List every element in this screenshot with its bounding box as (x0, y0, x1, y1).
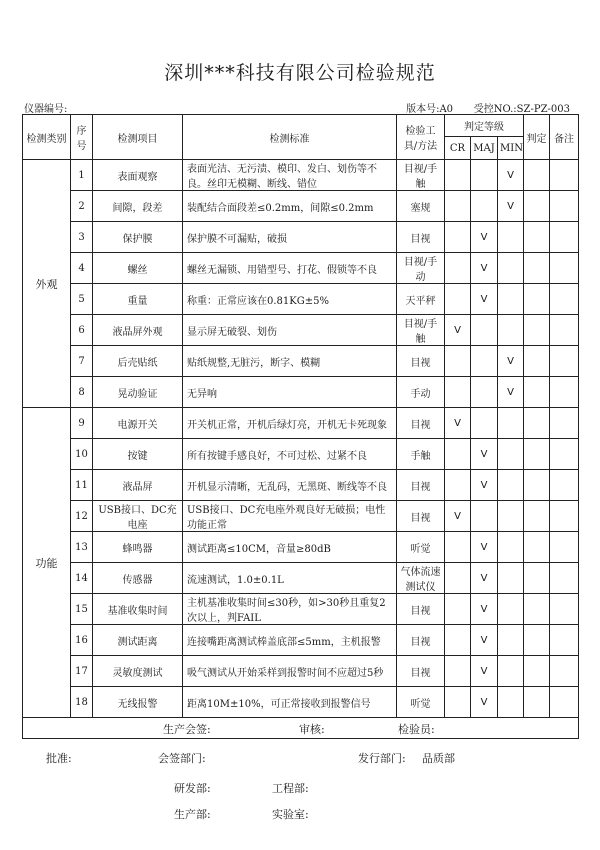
header-maj: MAJ (471, 137, 498, 160)
grade-min (498, 439, 524, 470)
inspection-standard: 无异响 (183, 377, 397, 408)
issue-dept-label: 发行部门: (358, 752, 406, 765)
judgement-cell (524, 408, 550, 439)
grade-min (498, 563, 524, 594)
table-row (23, 284, 579, 315)
judgement-cell (524, 284, 550, 315)
inspection-tool: 目视 (397, 470, 445, 501)
row-number: 11 (71, 470, 93, 501)
grade-cr (445, 687, 471, 718)
grade-cr (445, 160, 471, 191)
inspection-standard: 表面光洁、无污渍、模印、发白、划伤等不良。丝印无模糊、断线、错位 (183, 160, 397, 191)
table-row (23, 191, 579, 222)
inspection-tool: 目视 (397, 656, 445, 687)
grade-cr (445, 532, 471, 563)
grade-cr (445, 594, 471, 625)
header-item: 检测项目 (93, 115, 183, 160)
header-category: 检测类别 (23, 115, 71, 160)
judgement-cell (524, 687, 550, 718)
row-number: 2 (71, 191, 93, 222)
grade-min (498, 253, 524, 284)
remark-cell (550, 408, 579, 439)
grade-maj: V (471, 439, 498, 470)
grade-cr: V (445, 408, 471, 439)
inspection-spec-table (22, 114, 579, 739)
remark-cell (550, 160, 579, 191)
header-remark: 备注 (550, 115, 579, 160)
header-standard: 检测标准 (183, 115, 397, 160)
row-number: 18 (71, 687, 93, 718)
row-number: 13 (71, 532, 93, 563)
table-row (23, 563, 579, 594)
table-body (23, 160, 579, 718)
signature-row (23, 718, 579, 739)
table-row (23, 222, 579, 253)
table-row (23, 470, 579, 501)
grade-maj: V (471, 594, 498, 625)
engineering-dept-label: 工程部: (272, 782, 309, 795)
remark-cell (550, 594, 579, 625)
inspection-standard: 测试距离≤10CM，音量≥80dB (183, 532, 397, 563)
remark-cell (550, 625, 579, 656)
table-row (23, 377, 579, 408)
inspection-item: 测试距离 (93, 625, 183, 656)
row-number: 1 (71, 160, 93, 191)
row-number: 3 (71, 222, 93, 253)
inspection-standard: 显示屏无破裂、划伤 (183, 315, 397, 346)
remark-cell (550, 253, 579, 284)
inspection-item: 重量 (93, 284, 183, 315)
grade-min: V (498, 191, 524, 222)
header-tool: 检验工具/方法 (397, 115, 445, 160)
inspection-item: 无线报警 (93, 687, 183, 718)
remark-cell (550, 377, 579, 408)
row-number: 14 (71, 563, 93, 594)
category-function: 功能 (23, 408, 71, 718)
grade-maj: V (471, 563, 498, 594)
inspection-tool: 气体流速测试仪 (397, 563, 445, 594)
row-number: 8 (71, 377, 93, 408)
inspection-item: 传感器 (93, 563, 183, 594)
grade-maj: V (471, 470, 498, 501)
inspection-standard: 装配结合面段差≤0.2mm，间隙≤0.2mm (183, 191, 397, 222)
grade-min: V (498, 160, 524, 191)
inspection-tool: 听觉 (397, 687, 445, 718)
grade-min (498, 687, 524, 718)
approve-label: 批准: (46, 752, 72, 765)
table-row (23, 501, 579, 532)
grade-min (498, 315, 524, 346)
remark-cell (550, 470, 579, 501)
control-number: 受控NO.:SZ-PZ-003 (473, 104, 570, 115)
inspection-standard: 螺丝无漏锁、用错型号、打花、假锁等不良 (183, 253, 397, 284)
table-row (23, 160, 579, 191)
inspection-tool: 手动 (397, 377, 445, 408)
version-label: 版本号:A0 (406, 104, 454, 115)
judgement-cell (524, 563, 550, 594)
table-row (23, 439, 579, 470)
inspection-tool: 目视/手触 (397, 160, 445, 191)
table-row (23, 656, 579, 687)
remark-cell (550, 222, 579, 253)
inspection-item: 灵敏度测试 (93, 656, 183, 687)
grade-min (498, 222, 524, 253)
inspection-standard: 吸气测试从开始采样到报警时间不应超过5秒 (183, 656, 397, 687)
inspection-item: 间隙，段差 (93, 191, 183, 222)
row-number: 6 (71, 315, 93, 346)
row-number: 7 (71, 346, 93, 377)
grade-cr (445, 656, 471, 687)
row-number: 16 (71, 625, 93, 656)
inspection-standard: 开关机正常，开机后绿灯亮，开机无卡死现象 (183, 408, 397, 439)
inspection-standard: 开机显示清晰，无乱码，无黑斑、断线等不良 (183, 470, 397, 501)
grade-maj: V (471, 656, 498, 687)
inspection-item: 按键 (93, 439, 183, 470)
header-judge: 判定 (524, 115, 550, 160)
row-number: 12 (71, 501, 93, 532)
judgement-cell (524, 594, 550, 625)
remark-cell (550, 687, 579, 718)
category-appearance: 外观 (23, 160, 71, 408)
inspector-label: 检验员: (398, 723, 435, 736)
inspection-standard: 流速测试，1.0±0.1L (183, 563, 397, 594)
remark-cell (550, 656, 579, 687)
grade-maj: V (471, 687, 498, 718)
inspection-item: 后壳贴纸 (93, 346, 183, 377)
grade-maj (471, 501, 498, 532)
grade-maj: V (471, 532, 498, 563)
grade-min (498, 594, 524, 625)
inspection-item: 表面观察 (93, 160, 183, 191)
grade-cr (445, 222, 471, 253)
inspection-tool: 目视 (397, 408, 445, 439)
grade-maj (471, 315, 498, 346)
grade-maj (471, 191, 498, 222)
judgement-cell (524, 160, 550, 191)
grade-cr: V (445, 315, 471, 346)
remark-cell (550, 346, 579, 377)
inspection-tool: 手触 (397, 439, 445, 470)
remark-cell (550, 563, 579, 594)
inspection-standard: 称重：正常应该在0.81KG±5% (183, 284, 397, 315)
grade-min (498, 625, 524, 656)
grade-min: V (498, 346, 524, 377)
judgement-cell (524, 501, 550, 532)
grade-cr (445, 563, 471, 594)
grade-maj (471, 408, 498, 439)
header-grade: 判定等级 (445, 115, 524, 137)
remark-cell (550, 439, 579, 470)
inspection-standard: 保护膜不可漏贴，破损 (183, 222, 397, 253)
remark-cell (550, 501, 579, 532)
inspection-standard: USB接口、DC充电座外观良好无破损；电性功能正常 (183, 501, 397, 532)
grade-cr (445, 625, 471, 656)
inspection-item: 基准收集时间 (93, 594, 183, 625)
grade-maj (471, 160, 498, 191)
production-dept-label: 生产部: (174, 808, 211, 821)
table-row (23, 408, 579, 439)
remark-cell (550, 315, 579, 346)
grade-min (498, 284, 524, 315)
judgement-cell (524, 315, 550, 346)
inspection-standard: 所有按键手感良好，不可过松、过紧不良 (183, 439, 397, 470)
inspection-item: USB接口、DC充电座 (93, 501, 183, 532)
grade-min (498, 470, 524, 501)
inspection-standard: 贴纸规整,无脏污，断字、模糊 (183, 346, 397, 377)
remark-cell (550, 532, 579, 563)
inspection-tool: 目视 (397, 346, 445, 377)
row-number: 10 (71, 439, 93, 470)
grade-maj: V (471, 222, 498, 253)
judgement-cell (524, 253, 550, 284)
table-row (23, 687, 579, 718)
row-number: 15 (71, 594, 93, 625)
remark-cell (550, 191, 579, 222)
row-number: 9 (71, 408, 93, 439)
header-cr: CR (445, 137, 471, 160)
grade-cr (445, 191, 471, 222)
grade-min (498, 408, 524, 439)
inspection-standard: 距离10M±10%，可正常接收到报警信号 (183, 687, 397, 718)
header-min: MIN (498, 137, 524, 160)
countersign-dept-label: 会签部门: (158, 752, 206, 765)
instrument-number-label: 仪器编号: (24, 104, 68, 115)
judgement-cell (524, 377, 550, 408)
remark-cell (550, 284, 579, 315)
grade-cr (445, 346, 471, 377)
grade-cr (445, 470, 471, 501)
inspection-tool: 目视 (397, 501, 445, 532)
inspection-item: 保护膜 (93, 222, 183, 253)
inspection-tool: 目视 (397, 625, 445, 656)
inspection-standard: 主机基准收集时间≤30秒，如>30秒且重复2次以上，判FAIL (183, 594, 397, 625)
inspection-item: 电源开关 (93, 408, 183, 439)
grade-min (498, 656, 524, 687)
table-row (23, 253, 579, 284)
row-number: 17 (71, 656, 93, 687)
table-row (23, 315, 579, 346)
row-number: 4 (71, 253, 93, 284)
inspection-item: 液晶屏 (93, 470, 183, 501)
header-seq: 序号 (71, 115, 93, 160)
judgement-cell (524, 439, 550, 470)
inspection-item: 蜂鸣器 (93, 532, 183, 563)
table-row (23, 625, 579, 656)
grade-cr (445, 284, 471, 315)
grade-min (498, 532, 524, 563)
document-title: 深圳***科技有限公司检验规范 (164, 62, 436, 84)
inspection-tool: 塞规 (397, 191, 445, 222)
table-row (23, 532, 579, 563)
production-sign-label: 生产会签: (163, 723, 211, 736)
judgement-cell (524, 222, 550, 253)
grade-cr: V (445, 501, 471, 532)
inspection-tool: 目视/手触 (397, 315, 445, 346)
rd-dept-label: 研发部: (174, 782, 211, 795)
inspection-tool: 目视/手动 (397, 253, 445, 284)
table-row (23, 346, 579, 377)
grade-maj (471, 346, 498, 377)
judgement-cell (524, 656, 550, 687)
grade-min: V (498, 377, 524, 408)
judgement-cell (524, 346, 550, 377)
grade-maj (471, 377, 498, 408)
grade-min (498, 501, 524, 532)
inspection-item: 液晶屏外观 (93, 315, 183, 346)
judgement-cell (524, 191, 550, 222)
issue-dept-value: 品质部 (422, 752, 455, 765)
inspection-tool: 听觉 (397, 532, 445, 563)
grade-maj: V (471, 253, 498, 284)
table-row (23, 594, 579, 625)
inspection-tool: 目视 (397, 222, 445, 253)
grade-cr (445, 377, 471, 408)
grade-maj: V (471, 284, 498, 315)
review-label: 审核: (299, 723, 325, 736)
inspection-item: 螺丝 (93, 253, 183, 284)
inspection-standard: 连接嘴距离测试棒盖底部≤5mm，主机报警 (183, 625, 397, 656)
lab-label: 实验室: (272, 808, 309, 821)
inspection-tool: 天平秤 (397, 284, 445, 315)
judgement-cell (524, 470, 550, 501)
version-control-info (406, 100, 570, 115)
judgement-cell (524, 625, 550, 656)
inspection-item: 晃动验证 (93, 377, 183, 408)
row-number: 5 (71, 284, 93, 315)
grade-cr (445, 253, 471, 284)
grade-cr (445, 439, 471, 470)
inspection-tool: 目视 (397, 594, 445, 625)
judgement-cell (524, 532, 550, 563)
grade-maj: V (471, 625, 498, 656)
